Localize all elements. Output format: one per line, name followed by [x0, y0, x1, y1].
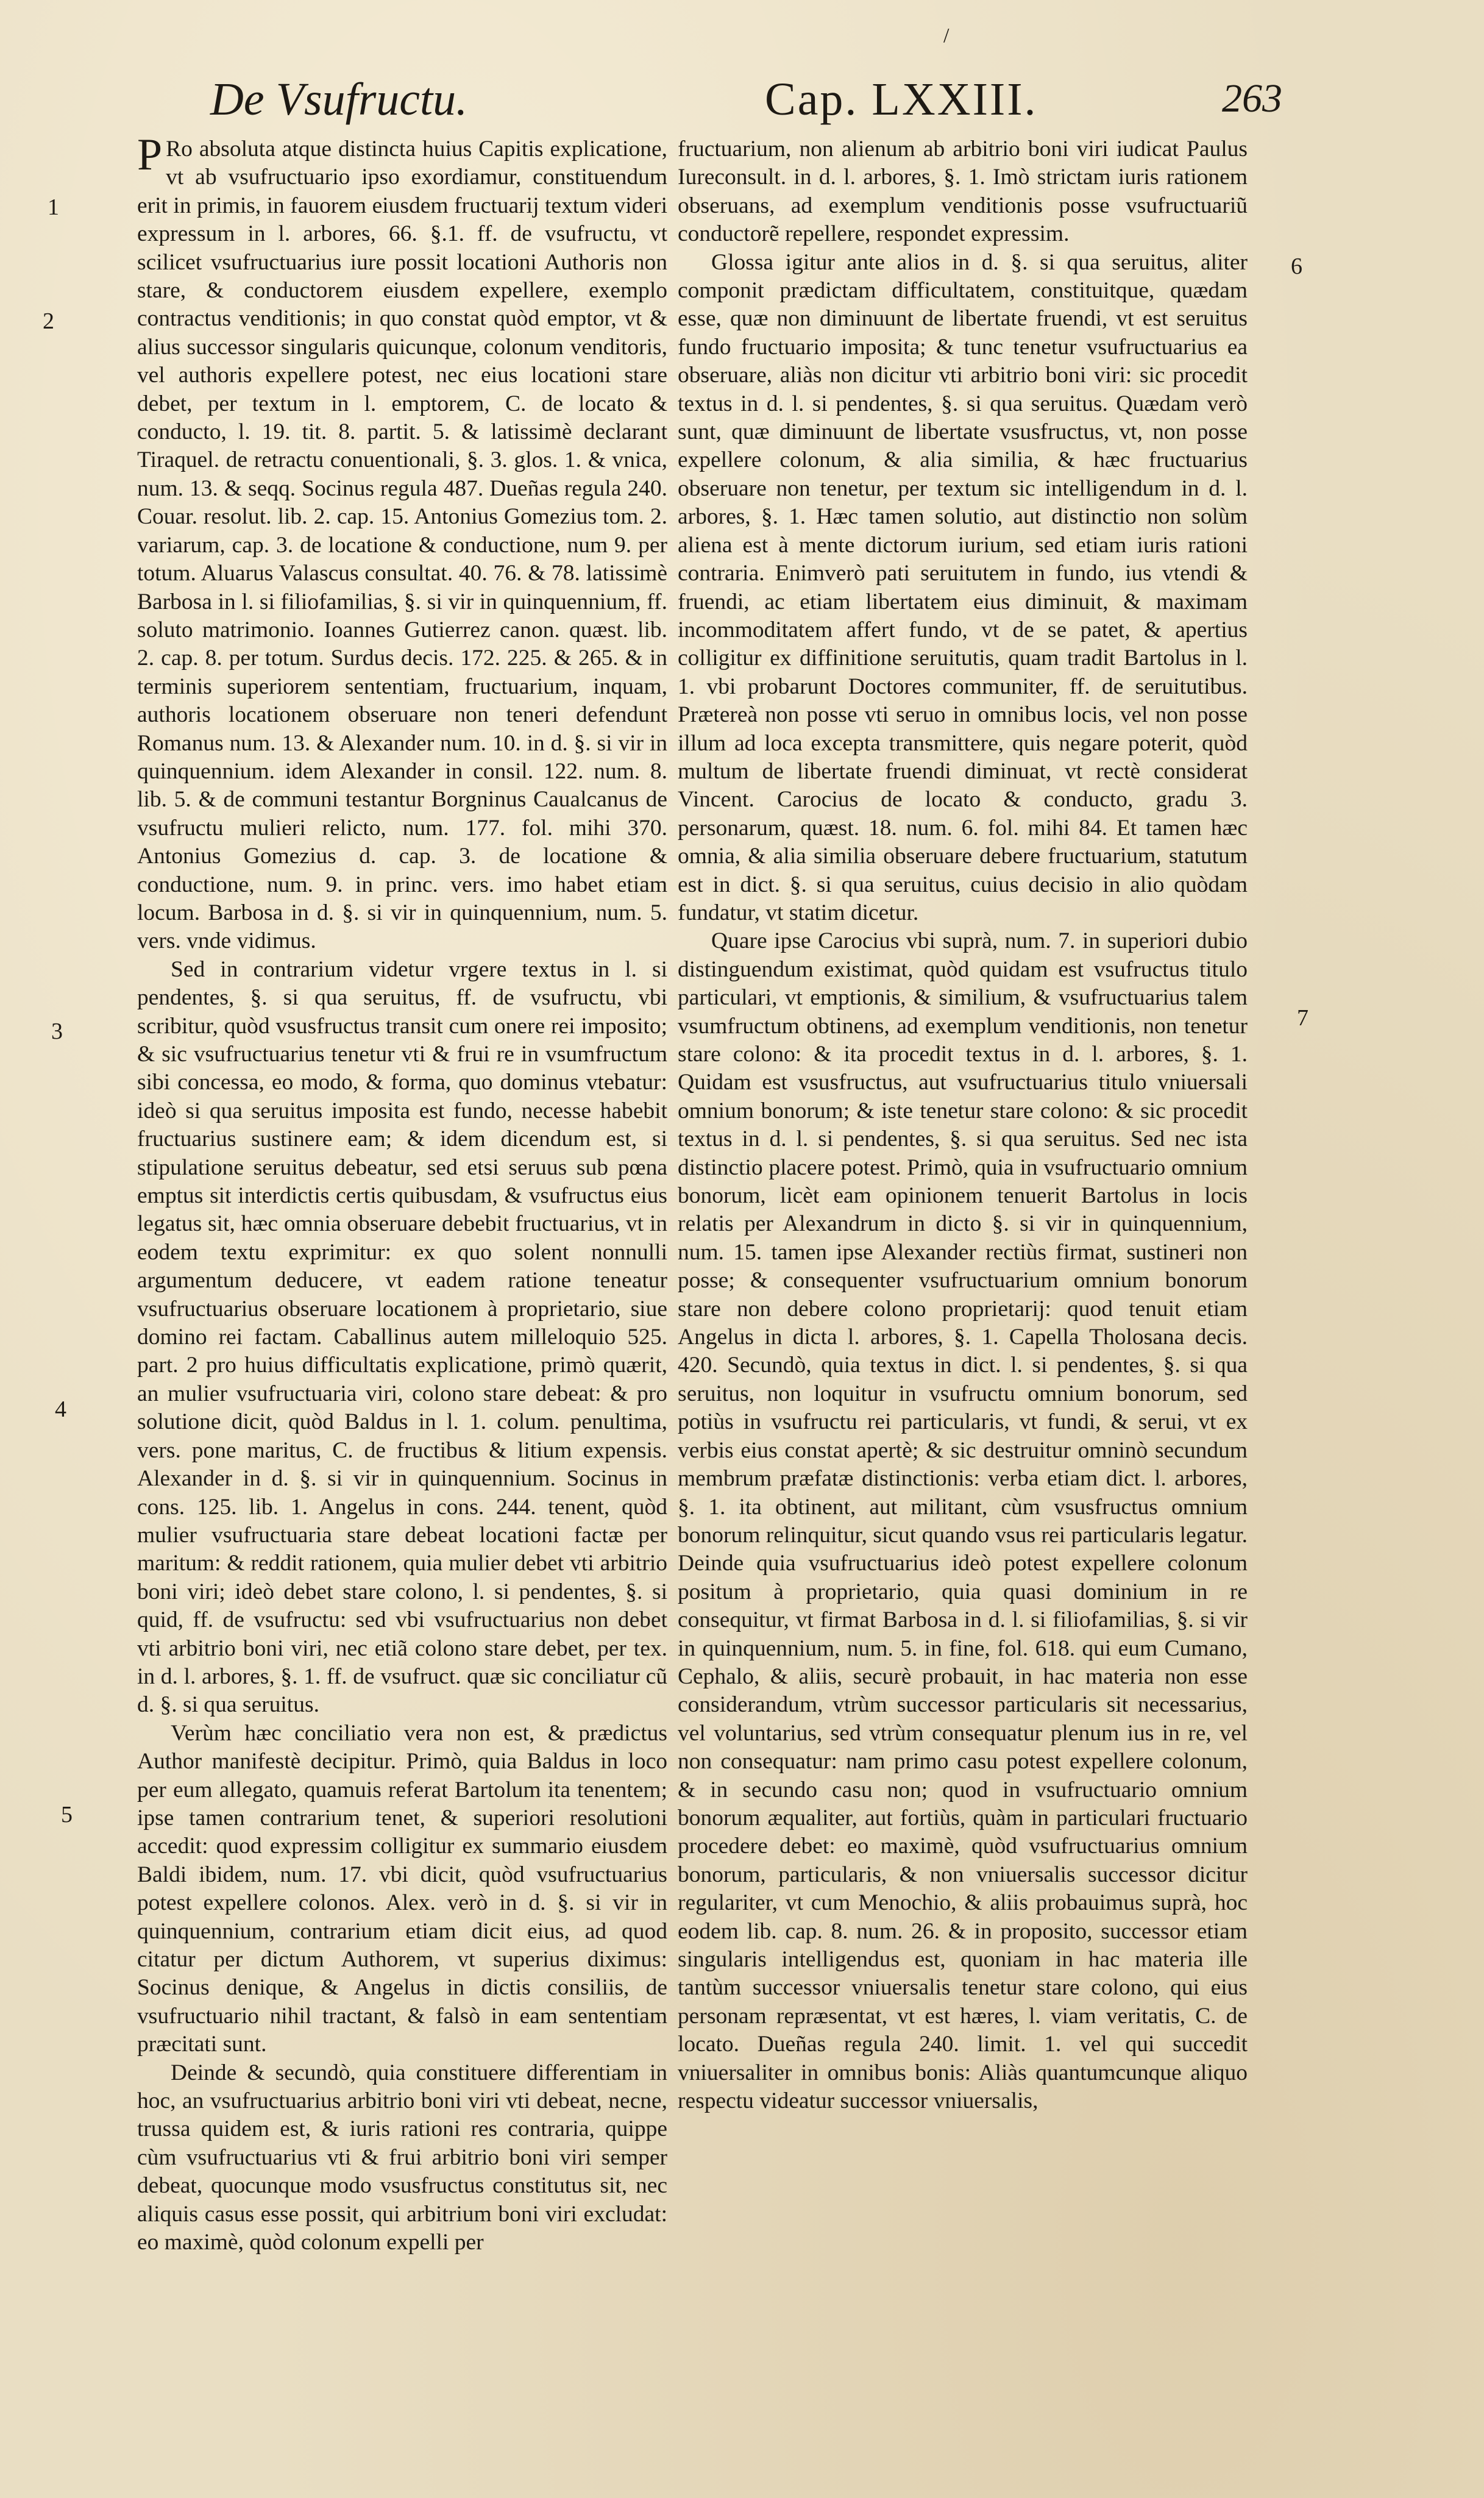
top-mark: /: [943, 24, 950, 47]
paragraph: [137, 135, 667, 956]
paragraph: Deinde & secundò, quia constituere differentiam in hoc, an vsufructuarius arbitrio boni viri vti debeat, necne, trussa quidem est, & iuris rationi res contraria, quippe cùm vsufructuarius vti & frui arbitrio boni viri semper debeat, quocunque modo vsusfructus constitutus sit, nec aliquis casus esse possit, qui arbitrium boni viri excludat: eo maximè, quòd colonum expelli per: [137, 2060, 667, 2255]
margin-number: 2: [43, 308, 54, 334]
right-text-column: [678, 135, 1248, 2464]
running-title: De Vsufructu.: [210, 74, 468, 125]
paragraph: Quare ipse Carocius vbi suprà, num. 7. in superiori dubio distinguendum existimat, quòd quidam est vsufructus titulo particulari, vt emptionis, & similium, & vsufructuarius talem vsumfructum obtinens, ad exemplum venditionis, non tenetur stare colono: & ita procedit textus in d. l. arbores, §. 1. Quidam est vsusfructus, aut vsufructuarius titulo vniuersali omnium bonorum; & iste tenetur stare colono: & sic procedit textus in d. l. si pendentes, §. si qua seruitus. Sed nec ista distinctio placere potest. Primò, quia in vsufructuario omnium bonorum, licèt eam opinionem tenuerit Bartolus in locis relatis per Alexandrum in dicto §. si vir in quinquennium, num. 15. tamen ipse Alexander rectiùs firmat, sustineri non posse; & consequenter vsufructuarium omnium bonorum stare non debere colono proprietarij: quod tenuit etiam Angelus in dicta l. arbores, §. 1. Capella Tholosana decis. 420. Secundò, quia textus in dict. l. si pendentes, §. si qua seruitus, non loquitur in vsufructu omnium bonorum, sed potiùs in vsufructu rei particularis, vt fundi, & serui, vt ex verbis eius constat apertè; & sic destruitur omninò secundum membrum præfatæ distinctionis: verba etiam dict. l. arbores, §. 1. ita obtinent, aut militant, cùm vsusfructus omnium bonorum relinquitur, sicut quando vsus rei particularis legatur. Deinde quia vsufructuarius ideò potest expellere colonum positum à proprietario, quia quasi dominium in re consequitur, vt firmat Barbosa in d. l. si filiofamilias, §. si vir in quinquennium, num. 5. in fine, fol. 618. qui eum Cumano, Cephalo, & aliis, securè probauit, in hac materia non esse considerandum, vtrùm successor particularis sit necessarius, vel voluntarius, sed vtrùm consequatur plenum ius in re, vel non consequatur: nam primo casu potest expellere colonum, & in secundo casu non; quod in vsufructuario omnium bonorum æqualiter, aut fortiùs, quàm in particulari fructuario procedere debet: eo maximè, quòd vsufructuarius omnium bonorum, particularis, & non vniuersalis successor dicitur regulariter, vt cum Menochio, & aliis probauimus suprà, hoc eodem lib. cap. 8. num. 26. & in proposito, successor etiam singularis intelligendus est, quoniam in hac materia ille tantùm successor vniuersalis tenetur stare colono, qui eius personam repræsentat, vt est hæres, l. viam veritatis, C. de locato. Dueñas regula 240. limit. 1. vel qui succedit vniuersaliter in omnibus bonis: Aliàs quantumcunque aliquo respectu videatur successor vniuersalis,: [678, 928, 1248, 2114]
margin-number: 7: [1297, 1005, 1308, 1031]
left-text-column: [137, 135, 667, 2464]
running-head: [0, 73, 1484, 140]
paragraph: fructuarium, non alienum ab arbitrio boni viri iudicat Paulus Iureconsult. in d. l. arbores, §. 1. Imò strictam iuris rationem obseruans, ad exemplum venditionis posse vsufructuariũ conductorẽ repellere, respondet expressim.: [678, 137, 1248, 247]
margin-number: 1: [48, 194, 59, 220]
margin-number: 5: [61, 1802, 73, 1827]
chapter-heading: Cap. LXXIII.: [765, 74, 1038, 125]
paragraph: Glossa igitur ante alios in d. §. si qua seruitus, aliter componit prædictam difficultatem, constituitque, quædam esse, quæ non diminuunt de libertate fruendi, vt est seruitus fundo fructuario imposita; & tunc tenetur vsufructuarius ea obseruare, aliàs non dicitur vti arbitrio boni viri: sic procedit textus in d. l. si pendentes, §. si qua seruitus. Quædam verò sunt, quæ diminuunt de libertate vsusfructus, vt, non posse expellere colonum, & alia similia, & hæc fructuarius obseruare non tenetur, per textum sic intelligendum in d. l. arbores, §. 1. Hæc tamen solutio, aut distinctio non solùm aliena est à mente dictorum iurium, sed etiam iuris rationi contraria. Enimverò pati seruitutem in fundo, ius vtendi & fruendi, ac etiam libertatem eius diminuit, & maximam incommoditatem affert fundo, vt de se patet, & apertius colligitur ex diffinitione seruitutis, quam tradit Bartolus in l. 1. vbi probarunt Doctores communiter, ff. de seruitutibus. Prætereà non posse vti seruo in omnibus locis, vel non posse illum ad loca excepta transmittere, quis negare poterit, quòd multum de libertate fruendi diminuat, vt rectè considerat Vincent. Carocius de locato & conducto, gradu 3. personarum, quæst. 18. num. 6. fol. mihi 84. Et tamen hæc omnia, & alia similia obseruare debere fructuarium, statutum est in dict. §. si qua seruitus, cuius decisio in alio quòdam fundatur, vt statim dicetur.: [678, 249, 1248, 925]
margin-number: 3: [51, 1019, 63, 1044]
page-number: 263: [1222, 76, 1282, 121]
drop-capital: P: [137, 135, 163, 180]
paragraph-text: Ro absoluta atque distincta huius Capitis explicatione, vt ab vsufructuario ipso exordiamur, constituendum erit in primis, in fauorem eiusdem fructuarij textum videri expressum in l. arbores, 66. §.1. ff. de vsufructu, vt scilicet vsufructuarius iure possit locationi Authoris non stare, & conductorem eiusdem expellere, exemplo contractus venditionis; in quo constat quòd emptor, vt & alius successor singularis quicunque, colonum venditoris, vel authoris expellere potest, nec eius locationi stare debet, per textum in l. emptorem, C. de locato & conducto, l. 19. tit. 8. partit. 5. & latissimè declarant Tiraquel. de retractu conuentionali, §. 3. glos. 1. & vnica, num. 13. & seqq. Socinus regula 487. Dueñas regula 240. Couar. resolut. lib. 2. cap. 15. Antonius Gomezius tom. 2. variarum, cap. 3. de locatione & conductione, num 9. per totum. Aluarus Valascus consultat. 40. 76. & 78. latissimè Barbosa in l. si filiofamilias, §. si vir in quinquennium, ff. soluto matrimonio. Ioannes Gutierrez canon. quæst. lib. 2. cap. 8. per totum. Surdus decis. 172. 225. & 265. & in terminis superiorem sententiam, fructuarium, inquam, authoris locationem obseruare non teneri defendunt Romanus num. 13. & Alexander num. 10. in d. §. si vir in quinquennium. idem Alexander in consil. 122. num. 8. lib. 5. & de communi testantur Borgninus Caualcanus de vsufructu mulieri relicto, num. 177. fol. mihi 370. Antonius Gomezius d. cap. 3. de locatione & conductione, num. 9. in princ. vers. imo habet etiam locum. Barbosa in d. §. si vir in quinquennium, num. 5. vers. vnde vidimus.: [137, 137, 667, 954]
margin-number: 6: [1291, 254, 1302, 279]
paragraph: Sed in contrarium videtur vrgere textus in l. si pendentes, §. si qua seruitus, ff. de vsufructu, vbi scribitur, quòd vsusfructus transit cum onere rei imposito; & sic vsufructuarius tenetur vti & frui re in vsumfructum sibi concessa, eo modo, & forma, quo dominus vtebatur: ideò si qua seruitus imposita est fundo, necesse habebit fructuarius sustinere eam; & idem dicendum est, si stipulatione seruitus debeatur, sed etsi seruus sub pœna emptus sit interdictis certis quibusdam, & vsufructus eius legatus sit, hæc omnia obseruare debebit fructuarius, vt in eodem textu exprimitur: ex quo solent nonnulli argumentum deducere, vt eadem ratione teneatur vsufructuarius obseruare locationem à proprietario, siue domino rei factam. Caballinus autem milleloquio 525. part. 2 pro huius difficultatis explicatione, primò quærit, an mulier vsufructuaria viri, colono stare debeat: & pro solutione dicit, quòd Baldus in l. 1. colum. penultima, vers. pone maritus, C. de fructibus & litium expensis. Alexander in d. §. si vir in quinquennium. Socinus in cons. 125. lib. 1. Angelus in cons. 244. tenent, quòd mulier vsufructuaria stare debeat locationi factæ per maritum: & reddit rationem, quia mulier debet vti arbitrio boni viri; ideò debet stare colono, l. si pendentes, §. si quid, ff. de vsufructu: sed vbi vsufructuarius non debet vti arbitrio boni viri, nec etiã colono stare debet, per tex. in d. l. arbores, §. 1. ff. de vsufruct. quæ sic conciliatur cũ d. §. si qua seruitus.: [137, 956, 667, 1718]
paragraph: Verùm hæc conciliatio vera non est, & prædictus Author manifestè decipitur. Primò, quia Baldus in loco per eum allegato, quamuis referat Bartolum ita tenentem; ipse tamen contrarium tenet, & superiori resolutioni accedit: quod expressim colligitur ex summario eiusdem Baldi ibidem, num. 17. vbi dicit, quòd vsufructuarius potest expellere colonos. Alex. verò in d. §. si vir in quinquennium, contrarium etiam dicit eius, ad quod citatur per dictum Authorem, vt superius diximus: Socinus denique, & Angelus in dictis consiliis, de vsufructuario nihil tractant, & falsò in eam sententiam præcitati sunt.: [137, 1720, 667, 2057]
margin-number: 4: [55, 1397, 66, 1422]
